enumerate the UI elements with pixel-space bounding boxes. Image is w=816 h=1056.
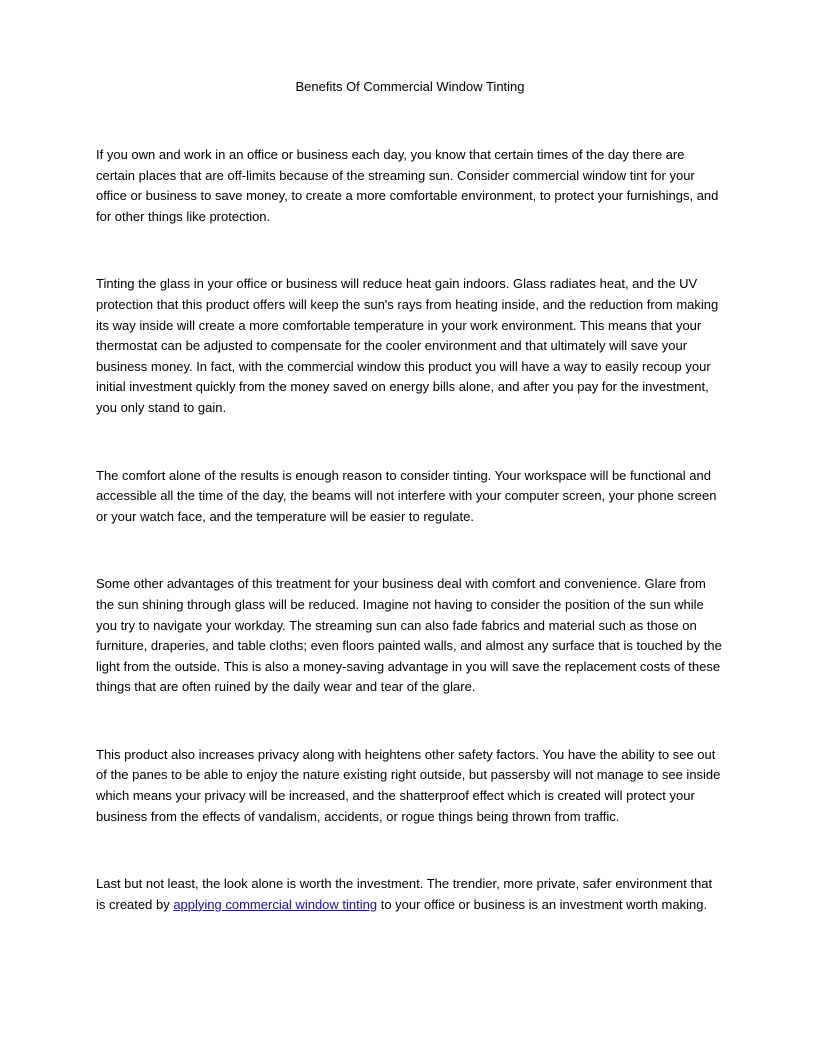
conclusion-text-after-link: to your office or business is an investment worth making. <box>377 896 708 912</box>
paragraph-intro: If you own and work in an office or business each day, you know that certain times of the day there are certain places that are off-limits because of the streaming sun. Consider commercial window tint for your office or business to save money, to create a more comfortable environment, to protect your furnishings, and for other things like protection. <box>96 147 719 224</box>
paragraph-privacy: This product also increases privacy along with heightens other safety factors. You have the ability to see out of the panes to be able to enjoy the nature existing right outside, but passersby will not manage to see inside which means your privacy will be increased, and the shatterproof effect which is created will protect your business from the effects of vandalism, accidents, or rogue things being thrown from traffic. <box>96 746 721 824</box>
paragraph-glare: Some other advantages of this treatment for your business deal with comfort and convenience. Glare from the sun shining through glass will be reduced. Imagine not having to consider the position of the sun while you try to navigate your workday. The streaming sun can also fade fabrics and material such as those on furniture, draperies, and table cloths; even floors painted walls, and almost any surface that is touched by the light from the outside. This is also a money-saving advantage in you will save the replacement costs of these things that are often ruined by the daily wear and tear of the glare. <box>96 576 722 695</box>
commercial-window-tinting-link[interactable]: applying commercial window tinting <box>173 896 378 912</box>
conclusion-text-before-link: Last but not least, the look alone is worth the investment. The trendier, more private, safer environment that is created by <box>96 876 713 912</box>
paragraph-heat-gain: Tinting the glass in your office or business will reduce heat gain indoors. Glass radiates heat, and the UV protection that this product offers will keep the sun's rays from heating inside, and the reduction from making its way inside will create a more comfortable temperature in your work environment. This means that your thermostat can be adjusted to compensate for the cooler environment and that ultimately will save your business money. In fact, with the commercial window this product you will have a way to easily recoup your initial investment quickly from the money saved on energy bills alone, and after you pay for the investment, you only stand to gain. <box>96 276 719 415</box>
document-title: Benefits Of Commercial Window Tinting <box>295 79 525 94</box>
paragraph-conclusion <box>96 874 724 915</box>
paragraph-comfort: The comfort alone of the results is enough reason to consider tinting. Your workspace will be functional and accessible all the time of the day, the beams will not interfere with your computer screen, your phone screen or your watch face, and the temperature will be easier to regulate. <box>96 467 717 524</box>
document-page <box>96 76 724 962</box>
